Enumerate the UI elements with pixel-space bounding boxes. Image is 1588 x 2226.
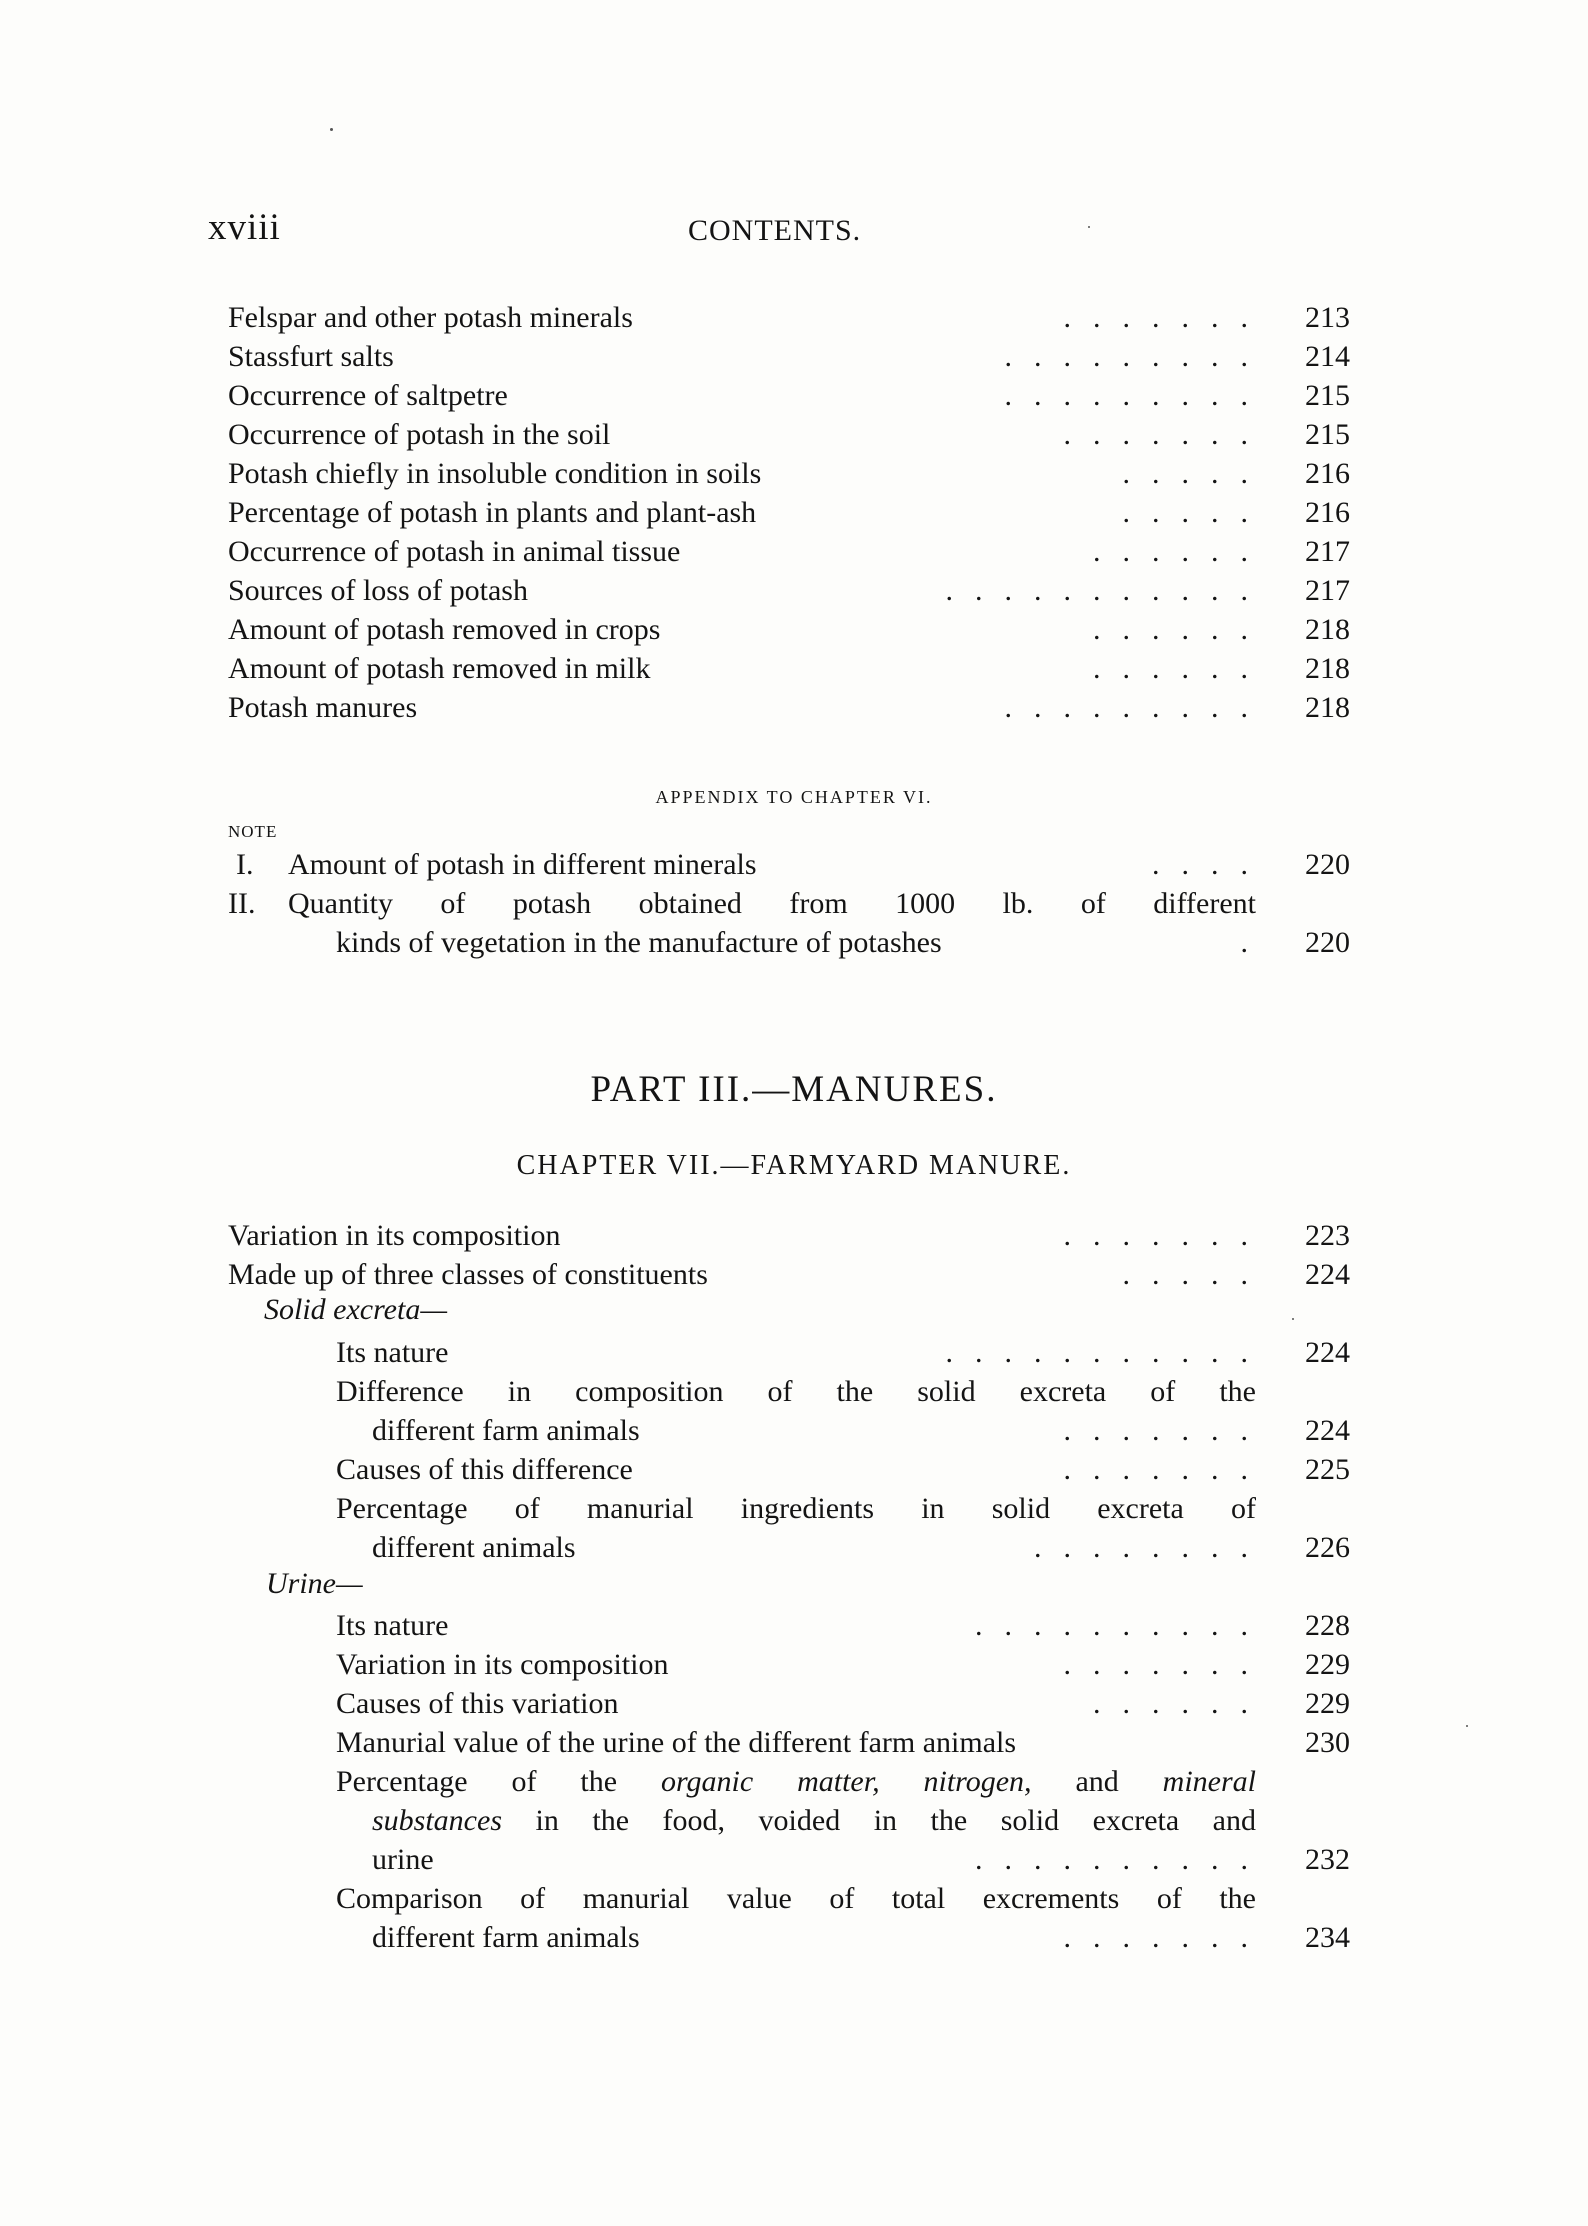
note-line: Quantity of potash obtained from 1000 lb. of different (288, 887, 1256, 920)
toc-line: Comparison of manurial value of total excrements of the (336, 1882, 1256, 1915)
subheading-solid-excreta: Solid excreta— (264, 1293, 448, 1326)
chapter-heading: CHAPTER VII.—FARMYARD MANURE. (516, 1150, 1072, 1181)
page-title: CONTENTS. (688, 214, 862, 247)
toc-line: Percentage of the organic matter, nitrogen, and mineral (336, 1765, 1256, 1798)
note-label: NOTE (228, 822, 278, 841)
scan-speck (1088, 226, 1090, 228)
page-number: xviii (208, 207, 281, 248)
book-page: xviii CONTENTS. Felspar and other potash minerals ....... 213 Stassfurt salts ......... 214 Occurrence of saltpetre ......... 215 Occurrence of potash in the soil ....... 215 Potash chiefly in insoluble condition in soils ..... 216 Percentage of potash in plants and plant-ash ..... 216 Occurrence of potash in animal tissue ...... 217 Sources of loss of potash ........... 217 Amount of potash removed in crops ...... 218 Amount of potash removed in milk ...... 218 Potash manures ......... 218 APPENDIX TO CHAPTER VI. NOTE I. Amount of potash in different minerals .... 220 II. Quantity of potash obtained from 1000 lb. of different kinds of vegetation in the manufacture of potashes . 220 PART III.—MANURES. CHAPTER VII.—FARMYARD MANURE. Variation in its composition ....... 223 Made up of three classes of constituents ..... 224 Solid excreta— Its nature ........... 224 Difference in composition of the solid excreta of the different farm animals ....... 224 Causes of this difference ....... 225 Percentage of manurial ingredients in solid excreta of different animals ........ 226 Urine— Its nature .......... 228 Variation in its composition ....... 229 Causes of this variation ...... 229 Manurial value of the urine of the different farm animals 230 Percentage of the organic matter, nitrogen, and mineral substances in the food, voided in the solid excreta and urine .......... 232 Comparison of manurial value of total excrements of the different farm animals ....... 234 (0, 0, 1588, 2226)
part-heading: PART III.—MANURES. (590, 1069, 998, 1110)
scan-speck (1466, 1725, 1468, 1727)
toc-line: Difference in composition of the solid excreta of the (336, 1375, 1256, 1408)
appendix-heading: APPENDIX TO CHAPTER VI. (655, 787, 933, 807)
scan-speck (330, 128, 333, 131)
scan-speck (1292, 1318, 1294, 1320)
subheading-urine: Urine— (266, 1567, 363, 1600)
toc-line: Percentage of manurial ingredients in solid excreta of (336, 1492, 1256, 1525)
toc-line: substances in the food, voided in the solid excreta and (372, 1804, 1256, 1837)
